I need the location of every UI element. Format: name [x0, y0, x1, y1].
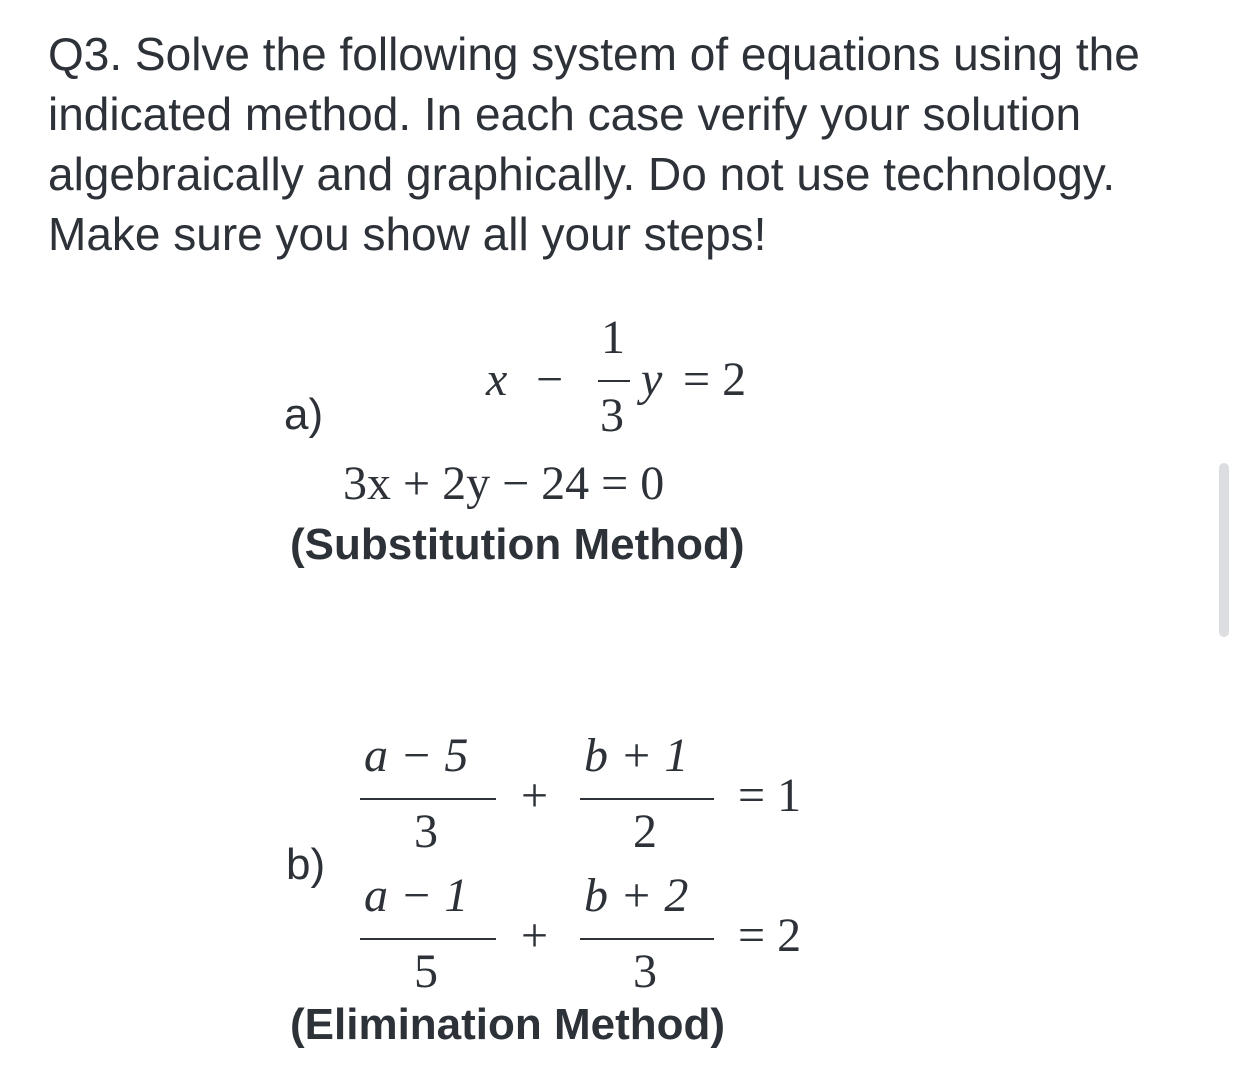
eq-a1-frac-den: 3 [600, 389, 624, 442]
eq-a1-minus: − [536, 353, 564, 406]
eq-b2-frac1-bar [360, 938, 496, 940]
eq-b2-frac1-den: 5 [414, 945, 438, 998]
eq-a1-frac-bar [598, 380, 630, 382]
eq-a1-y: y [641, 353, 663, 406]
eq-b2-frac2-num: b + 2 [584, 869, 689, 922]
eq-b2-frac1-num: a − 1 [364, 869, 469, 922]
eq-b1-frac1-bar [360, 798, 496, 800]
scrollbar-thumb[interactable] [1219, 463, 1229, 637]
part-a-equation-2: 3x + 2y − 24 = 0 [343, 457, 665, 510]
eq-b1-plus: + [521, 769, 549, 822]
part-a-method: (Substitution Method) [290, 520, 745, 569]
eq-b1-rhs: = 1 [738, 769, 802, 822]
eq-a1-x: x [486, 353, 508, 406]
eq-a1-frac-num: 1 [601, 311, 625, 364]
question-text: Q3. Solve the following system of equations using the indicated method. In each case verify your solution algebraically and graphically. Do not use technology. Make sure you show all your steps! [48, 28, 1140, 260]
eq-b2-rhs: = 2 [738, 909, 802, 962]
eq-b2-plus: + [521, 909, 549, 962]
eq-b2-frac2-den: 3 [633, 945, 657, 998]
eq-a1-rhs: = 2 [683, 353, 747, 406]
eq-b1-frac2-bar [580, 798, 714, 800]
part-b-label: b) [286, 840, 326, 889]
eq-b1-frac1-num: a − 5 [364, 729, 469, 782]
eq-b1-frac1-den: 3 [414, 805, 438, 858]
part-b-method: (Elimination Method) [290, 1000, 726, 1049]
part-a-label: a) [284, 390, 324, 439]
eq-b2-frac2-bar [580, 938, 714, 940]
eq-b1-frac2-den: 2 [633, 805, 657, 858]
eq-b1-frac2-num: b + 1 [584, 729, 689, 782]
